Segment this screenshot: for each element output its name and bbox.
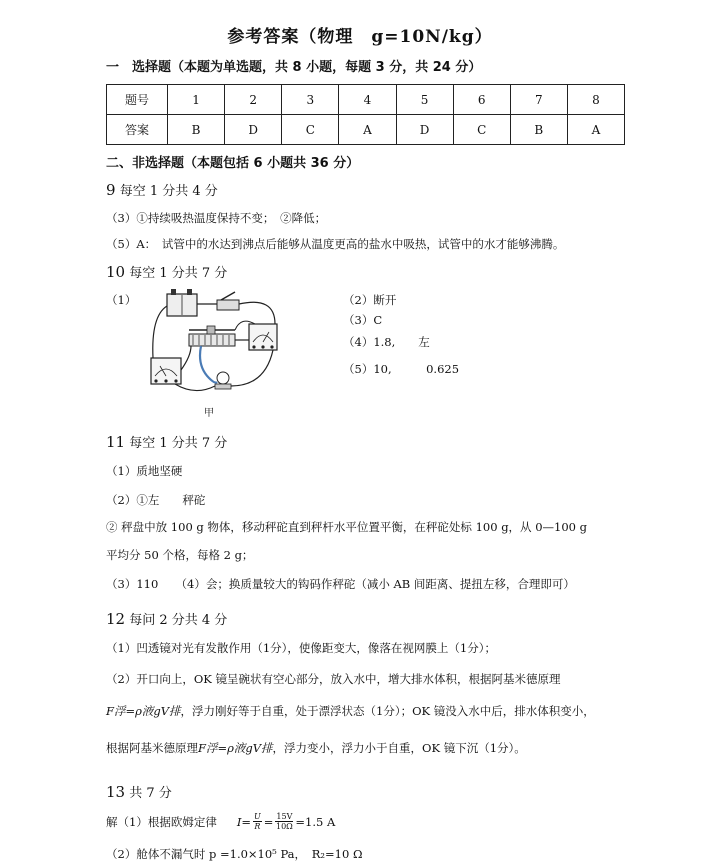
answer-cell: A [339,115,396,145]
answer-cell: C [282,115,339,145]
q13-line-1: 解（1）根据欧姆定律 I= $\frac{U}{R}$ = $\frac{15V}{10\Omega}$ =1.5 A [106,812,336,831]
q12-line-4-prefix: 根据阿基米德原理 [106,741,198,755]
q11-line-2: （2）①左 秤砣 [106,493,206,507]
q12-line-1: （1）凹透镜对光有发散作用（1分），使像距变大，像落在视网膜上（1分）； [106,641,496,655]
q10-answer-5: （5）10, 0.625 [343,362,460,376]
ohm-formula-left: I= [236,814,252,829]
fraction-numerator: 15V [276,812,293,821]
q13-line-1-text: 解（1）根据欧姆定律 [106,814,217,829]
row-label-number: 题号 [107,85,168,115]
answer-cell: B [510,115,567,145]
q11-header [106,432,227,451]
answer-cell: D [396,115,453,145]
fraction-numerator: U [254,812,261,821]
q12-points: 每问 2 分共 4 分 [129,613,228,628]
answer-table [106,84,625,145]
table-row-numbers [107,85,625,115]
ohm-result: =1.5 A [295,814,336,829]
q10-answer-4: （4）1.8, 左 [343,335,430,349]
fraction-denominator: 10Ω [275,822,293,831]
buoyancy-formula: F浮=ρ液gV排 [198,741,273,755]
q10-number: 10 [106,263,126,281]
circuit-diagram-icon [145,286,295,416]
question-number-cell: 1 [168,85,225,115]
question-number-cell: 7 [510,85,567,115]
answer-cell: B [168,115,225,145]
question-number-cell: 3 [282,85,339,115]
q10-answer-2: （2）断开 [343,293,397,307]
q11-number: 11 [106,433,126,451]
answer-cell: D [225,115,282,145]
q9-points: 每空 1 分共 4 分 [119,184,218,199]
q12-line-4-text: ，浮力变小，浮力小于自重，OK 镜下沉（1分）。 [272,741,526,755]
q12-number: 12 [106,610,126,628]
table-row-answers [107,115,625,145]
section-1-heading: 一 选择题（本题为单选题，共 8 小题，每题 3 分，共 24 分） [106,60,482,75]
q10-points: 每空 1 分共 7 分 [129,266,228,281]
q11-line-5: （3）110 （4）会；换质量较大的钩码作秤砣（减小 AB 间距离、提扭左移，合理即可） [106,577,575,591]
q11-line-4: 平均分 50 个格，每格 2 g； [106,548,254,562]
circuit-caption: 甲 [204,408,214,419]
question-number-cell: 8 [567,85,624,115]
fraction-u-over-r [253,812,262,831]
q12-header [106,609,227,628]
question-number-cell: 5 [396,85,453,115]
answer-cell: C [453,115,510,145]
q13-number: 13 [106,783,126,801]
q10-part-1-label: （1） [106,293,137,307]
question-number-cell: 4 [339,85,396,115]
row-label-answer: 答案 [107,115,168,145]
section-2-heading: 二、非选择题（本题包括 6 小题共 36 分） [106,156,360,171]
q10-header [106,262,227,281]
q12-line-3-text: ，浮力刚好等于自重，处于漂浮状态（1分）；OK 镜没入水中后，排水体积变小， [180,704,595,718]
q12-line-2: （2）开口向上，OK 镜呈碗状有空心部分，放入水中，增大排水体积，根据阿基米德原理 [106,672,561,686]
buoyancy-formula: F浮=ρ液gV排 [106,704,181,718]
page-title: 参考答案（物理 g=10N/kg） [227,27,493,47]
q13-header [106,782,172,801]
q9-header [106,180,218,199]
q11-points: 每空 1 分共 7 分 [129,436,228,451]
q9-number: 9 [106,181,116,199]
q9-line-1: （3）①持续吸热温度保持不变； ②降低； [106,211,327,225]
q13-line-2: （2）舱体不漏气时 p =1.0×10⁵ Pa， R₂=10 Ω [106,847,363,861]
fraction-denominator: R [254,822,261,831]
q11-line-3: ② 秤盘中放 100 g 物体，移动秤砣直到秤杆水平位置平衡，在秤砣处标 100 g，从 0—100 g [106,520,587,534]
q9-line-2: （5）A： 试管中的水达到沸点后能够从温度更高的盐水中吸热，试管中的水才能够沸腾。 [106,237,565,251]
q12-line-3 [106,703,595,719]
fraction-values [275,812,293,831]
question-number-cell: 6 [453,85,510,115]
q10-answer-3: （3）C [343,313,383,327]
q13-points: 共 7 分 [129,786,172,801]
q12-line-4 [106,740,526,756]
q11-line-1: （1）质地坚硬 [106,464,183,478]
answer-cell: A [567,115,624,145]
question-number-cell: 2 [225,85,282,115]
